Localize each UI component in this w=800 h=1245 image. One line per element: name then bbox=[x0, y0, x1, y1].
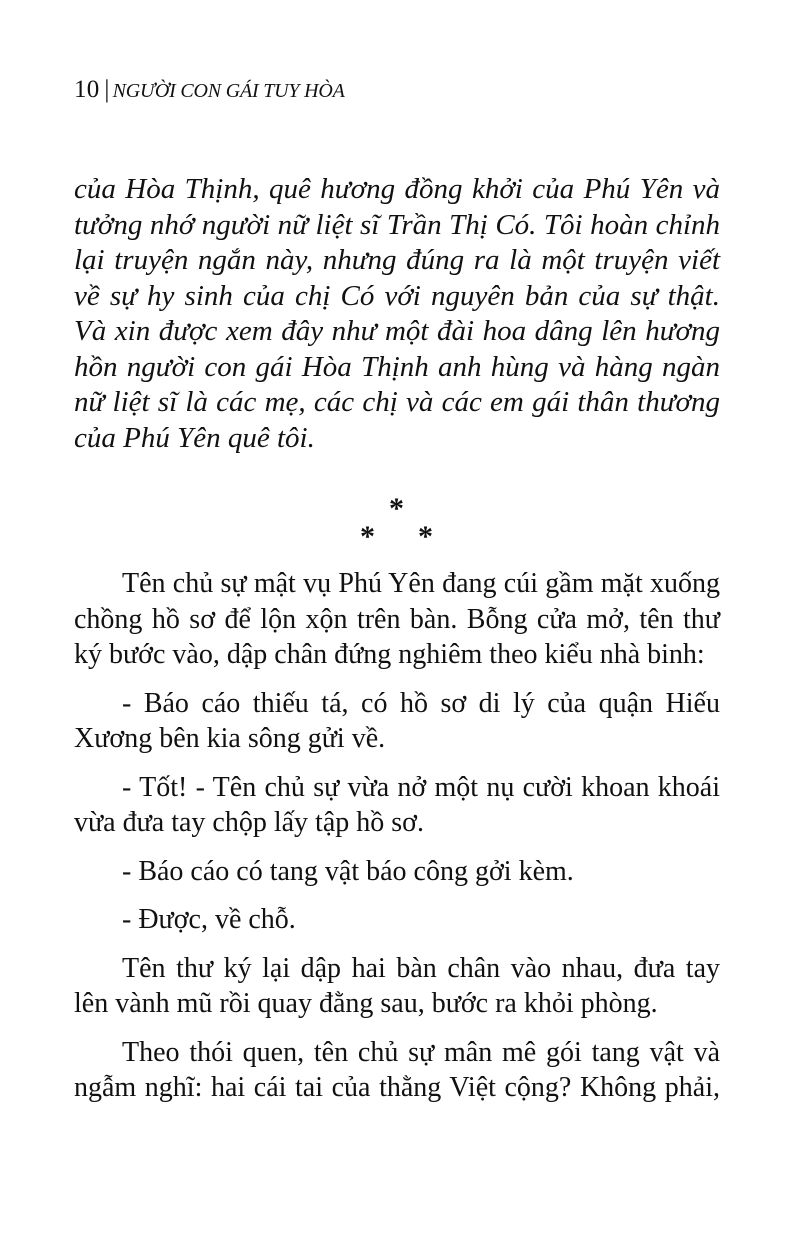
divider-star-right: * bbox=[418, 520, 433, 553]
paragraph: - Báo cáo có tang vật báo công gởi kèm. bbox=[122, 855, 574, 887]
intro-paragraph: của Hòa Thịnh, quê hương đồng khởi của Phú Yên và tưởng nhớ người nữ liệt sĩ Trần Thị Có. Tôi hoàn chỉnh lại truyện ngắn này, nhưng đúng ra là một truyện viết về sự hy sinh của chị Có với nguyên bản của sự thật. Và xin được xem đây như một đài hoa dâng lên hương hồn người con gái Hòa Thịnh anh hùng và hàng ngàn nữ liệt sĩ là các mẹ, các chị và các em gái thân thương của Phú Yên quê tôi. bbox=[74, 173, 720, 454]
paragraph: Theo thói quen, tên chủ sự mân mê gói tang vật và ngẫm nghĩ: hai cái tai của thằng Việt cộng? Không phải, bbox=[74, 1036, 720, 1103]
paragraph: Tên chủ sự mật vụ Phú Yên đang cúi gầm mặt xuống chồng hồ sơ để lộn xộn trên bàn. Bỗng cửa mở, tên thư ký bước vào, dập chân đứng nghiêm theo kiểu nhà binh: bbox=[74, 568, 720, 670]
divider-star-left: * bbox=[360, 520, 375, 553]
page-number: 10 bbox=[74, 76, 100, 103]
section-divider bbox=[0, 486, 800, 553]
intro-block bbox=[74, 172, 720, 456]
header-separator: | bbox=[104, 76, 110, 103]
paragraph: - Được, về chỗ. bbox=[122, 904, 296, 935]
story-body bbox=[74, 566, 720, 1119]
running-header bbox=[74, 76, 345, 104]
paragraph: - Báo cáo thiếu tá, có hồ sơ di lý của quận Hiếu Xương bên kia sông gửi về. bbox=[74, 687, 720, 754]
book-title: NGƯỜI CON GÁI TUY HÒA bbox=[112, 80, 345, 102]
paragraph: Tên thư ký lại dập hai bàn chân vào nhau, đưa tay lên vành mũ rồi quay đằng sau, bước ra khỏi phòng. bbox=[74, 952, 720, 1019]
paragraph: - Tốt! - Tên chủ sự vừa nở một nụ cười khoan khoái vừa đưa tay chộp lấy tập hồ sơ. bbox=[74, 771, 720, 838]
divider-star-top: * bbox=[389, 492, 404, 525]
